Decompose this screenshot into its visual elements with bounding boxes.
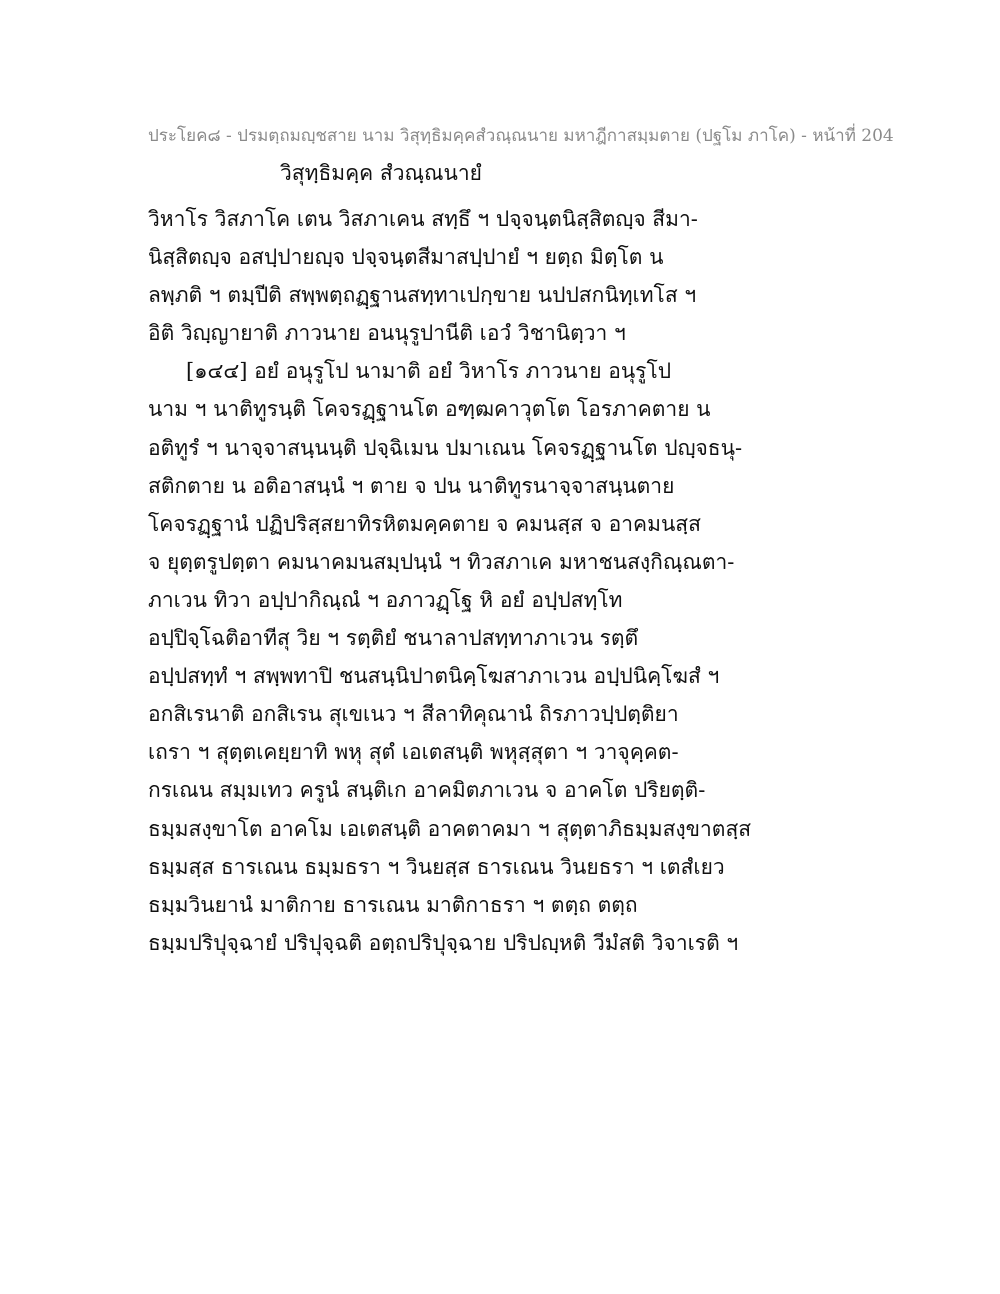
text-line: อปฺปสทฺทํ ฯ สพฺพทาปิ ชนสนฺนิปาตนิคฺโฆสาภาเวน อปฺปนิคฺโฆสํ ฯ [148, 664, 720, 689]
text-line: เถรา ฯ สุตฺตเคยฺยาทิ พหุ สุตํ เอเตสนฺติ พหุสฺสุตา ฯ วาจุคฺคต- [148, 740, 679, 765]
text-line: นาม ฯ นาติทูรนฺติ โคจรฏฺฐานโต อฑฺฒคาวุตโต โอรภาคตาย น [148, 397, 711, 422]
body-text [148, 200, 868, 962]
text-line: วิหาโร วิสภาโค เตน วิสภาเคน สทฺธึ ฯ ปจฺจนฺตนิสฺสิตญฺจ สีมา- [148, 207, 698, 231]
paragraph-start-line: [๑๔๔] อยํ อนุรูโป นามาติ อยํ วิหาโร ภาวนาย อนุรูโป [186, 359, 672, 384]
running-header: ประโยค๘ - ปรมตฺถมญฺชสาย นาม วิสุทฺธิมคฺคสํวณฺณนาย มหาฎีกาสมฺมตาย (ปฐโม ภาโค) - หน้าที่ 204 [148, 126, 894, 146]
text-line: จ ยุตฺตรูปตฺตา คมนาคมนสมฺปนฺนํ ฯ ทิวสภาเค มหาชนสงฺกิณฺณตา- [148, 549, 735, 574]
text-line: โคจรฏฺฐานํ ปฏิปริสฺสยาทิรหิตมคฺคตาย จ คมนสฺส จ อาคมนสฺส [148, 511, 701, 536]
text-line: อกสิเรนาติ อกสิเรน สุเขเนว ฯ สีลาทิคุณานํ ถิรภาวปฺปตฺติยา [148, 702, 679, 727]
text-line: ธมฺมสงฺขาโต อาคโม เอเตสนฺติ อาคตาคมา ฯ สุตฺตาภิธมฺมสงฺขาตสฺส [148, 816, 752, 841]
text-line: อปฺปิจฺโฉติอาทีสุ วิย ฯ รตฺติยํ ชนาลาปสทฺทาภาเวน รตฺตึ [148, 626, 639, 651]
text-line: ธมฺมวินยานํ มาติกาย ธารเณน มาติกาธรา ฯ ตตฺถ ตตฺถ [148, 892, 638, 917]
text-line: อติทูรํ ฯ นาจฺจาสนฺนนฺติ ปจฺฉิเมน ปมาเณน โคจรฏฺฐานโต ปญฺจธนุ- [148, 435, 743, 460]
text-line: ธมฺมสฺส ธารเณน ธมฺมธรา ฯ วินยสฺส ธารเณน วินยธรา ฯ เตสํเยว [148, 854, 725, 879]
text-line: ธมฺมปริปุจฺฉายํ ปริปุจฺฉติ อตฺถปริปุจฺฉาย ปริปญฺหติ วีมํสติ วิจาเรติ ฯ [148, 930, 739, 955]
text-line: ภาเวน ทิวา อปฺปากิณฺณํ ฯ อภาวฏฺโฐ หิ อยํ อปฺปสทฺโท [148, 587, 623, 612]
text-line: อิติ วิญฺญายาติ ภาวนาย อนนุรูปานีติ เอวํ วิชานิตฺวา ฯ [148, 321, 626, 346]
text-line: สติกตาย น อติอาสนฺนํ ฯ ตาย จ ปน นาติทูรนาจฺจาสนฺนตาย [148, 473, 675, 498]
text-line: ลพฺภติ ฯ ตมฺปีติ สพฺพตฺถฏฺฐานสทฺทาเปกฺขาย นปปสกนิทฺเทโส ฯ [148, 283, 697, 308]
chapter-title: วิสุทฺธิมคฺค สํวณฺณนายํ [280, 161, 482, 185]
text-line: กรเณน สมฺมเทว ครูนํ สนฺติเก อาคมิตภาเวน จ อาคโต ปริยตฺติ- [148, 778, 706, 803]
text-line: นิสฺสิตญฺจ อสปฺปายญฺจ ปจฺจนฺตสีมาสปฺปายํ ฯ ยตฺถ มิตฺโต น [148, 245, 664, 270]
